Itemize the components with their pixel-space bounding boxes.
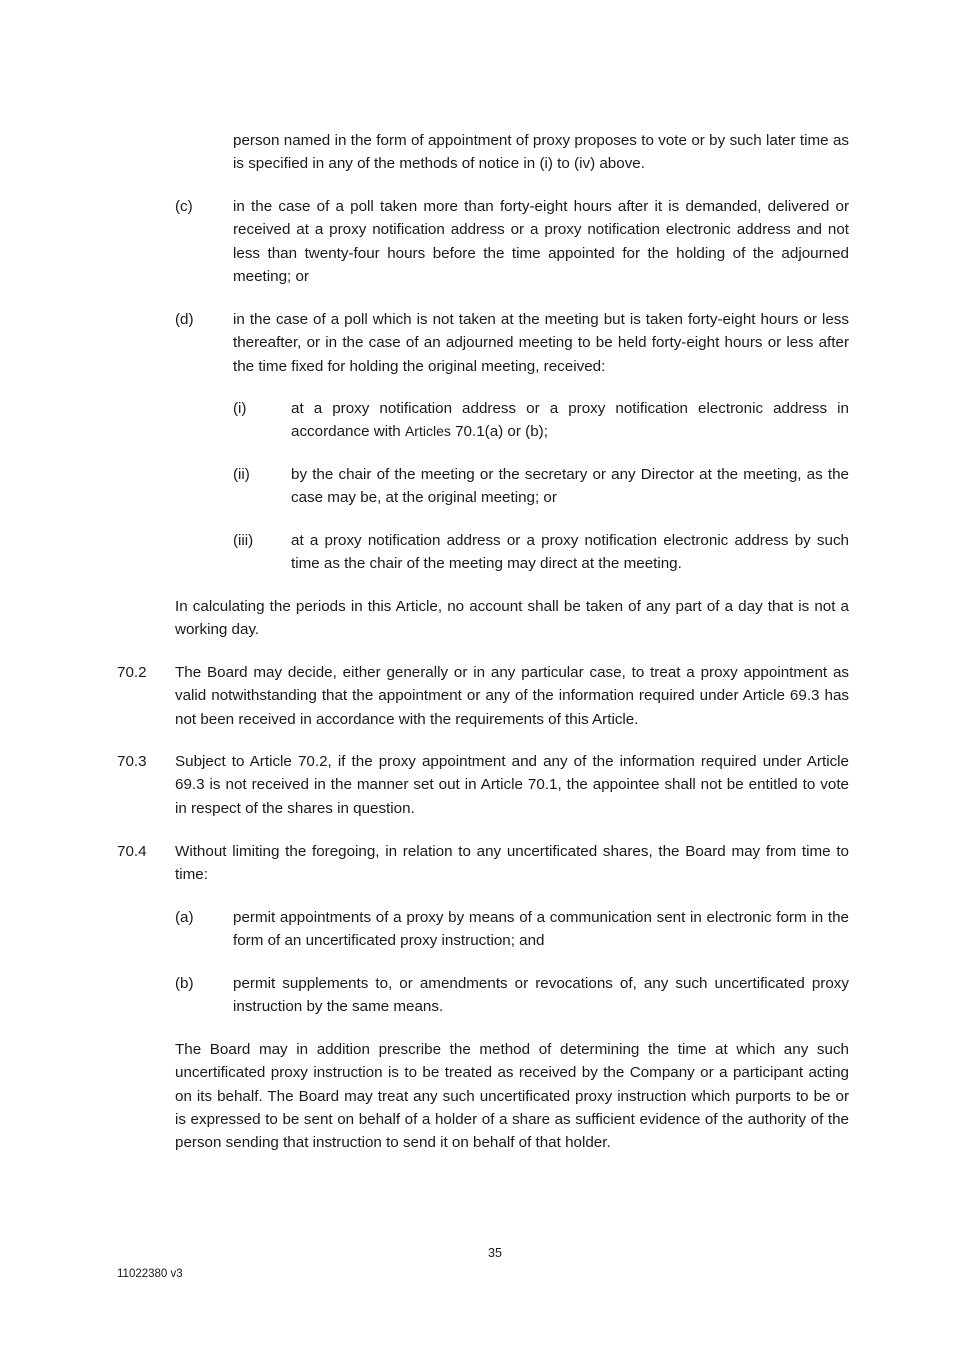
article-70-4-label: 70.4 (117, 843, 147, 860)
subitem-iii-text: at a proxy notification address or a proxy notification electronic address by such time as the chair of the meeting may direct at the meeting. (291, 532, 849, 573)
subitem-a-text: permit appointments of a proxy by means of a communication sent in electronic form in the form of an uncertificated proxy instruction; and (233, 909, 849, 950)
subitem-b-label: (b) (175, 975, 194, 992)
subitem-i-text-after: 70.1(a) or (b); (450, 423, 548, 441)
article-70-2-text: The Board may decide, either generally or in any particular case, to treat a proxy appointment as valid notwithstanding that the appointment or any of the information required under Article 69.3 has not been received in accordance with the requirements of this Article. (175, 664, 849, 728)
item-c-text: in the case of a poll taken more than forty-eight hours after it is demanded, delivered or received at a proxy notification address or a proxy notification electronic address and not less than twenty-four hours before the time appointed for the holding of the adjourned meeting; or (233, 198, 849, 285)
calculation-note: In calculating the periods in this Article, no account shall be taken of any part of a day that is not a working day. (175, 598, 849, 639)
article-70-4-closing: The Board may in addition prescribe the method of determining the time at which any such uncertificated proxy instruction is to be treated as received by the Company or a participant acting on its behalf. The Board may treat any such uncertificated proxy instruction which purports to be or is expressed to be sent on behalf of a holder of a share as sufficient evidence of the authority of the person sending that instruction to send it on behalf of that holder. (175, 1041, 849, 1152)
subitem-b-text: permit supplements to, or amendments or revocations of, any such uncertificated proxy instruction by the same means. (233, 975, 849, 1016)
document-reference: 11022380 v3 (117, 1268, 183, 1280)
subitem-iii-label: (iii) (233, 532, 254, 549)
subitem-i-text-before: at a proxy notification address or a proxy notification electronic address in accordance with (291, 400, 849, 441)
page-number: 35 (488, 1246, 502, 1260)
continuation-paragraph: person named in the form of appointment of proxy proposes to vote or by such later time as is specified in any of the methods of notice in (i) to (iv) above. (233, 132, 849, 173)
item-d-text: in the case of a poll which is not taken at the meeting but is taken forty-eight hours or less thereafter, or in the case of an adjourned meeting to be held forty-eight hours or less after the time fixed for holding the original meeting, received: (233, 311, 849, 375)
item-d-label: (d) (175, 311, 194, 328)
article-70-4-text: Without limiting the foregoing, in relation to any uncertificated shares, the Board may from time to time: (175, 843, 849, 884)
subitem-ii-label: (ii) (233, 466, 250, 483)
article-70-3-text: Subject to Article 70.2, if the proxy appointment and any of the information required under Article 69.3 is not received in the manner set out in Article 70.1, the appointee shall not be entitled to vote in respect of the shares in question. (175, 753, 849, 817)
item-c-label: (c) (175, 198, 193, 215)
subitem-i-text-small: Articles (404, 423, 451, 440)
article-70-3-label: 70.3 (117, 753, 147, 770)
subitem-a-label: (a) (175, 909, 194, 926)
subitem-ii-text: by the chair of the meeting or the secretary or any Director at the meeting, as the case may be, at the original meeting; or (291, 466, 849, 507)
subitem-i-text (291, 397, 849, 444)
article-70-2-label: 70.2 (117, 664, 147, 681)
subitem-i-label: (i) (233, 400, 247, 417)
